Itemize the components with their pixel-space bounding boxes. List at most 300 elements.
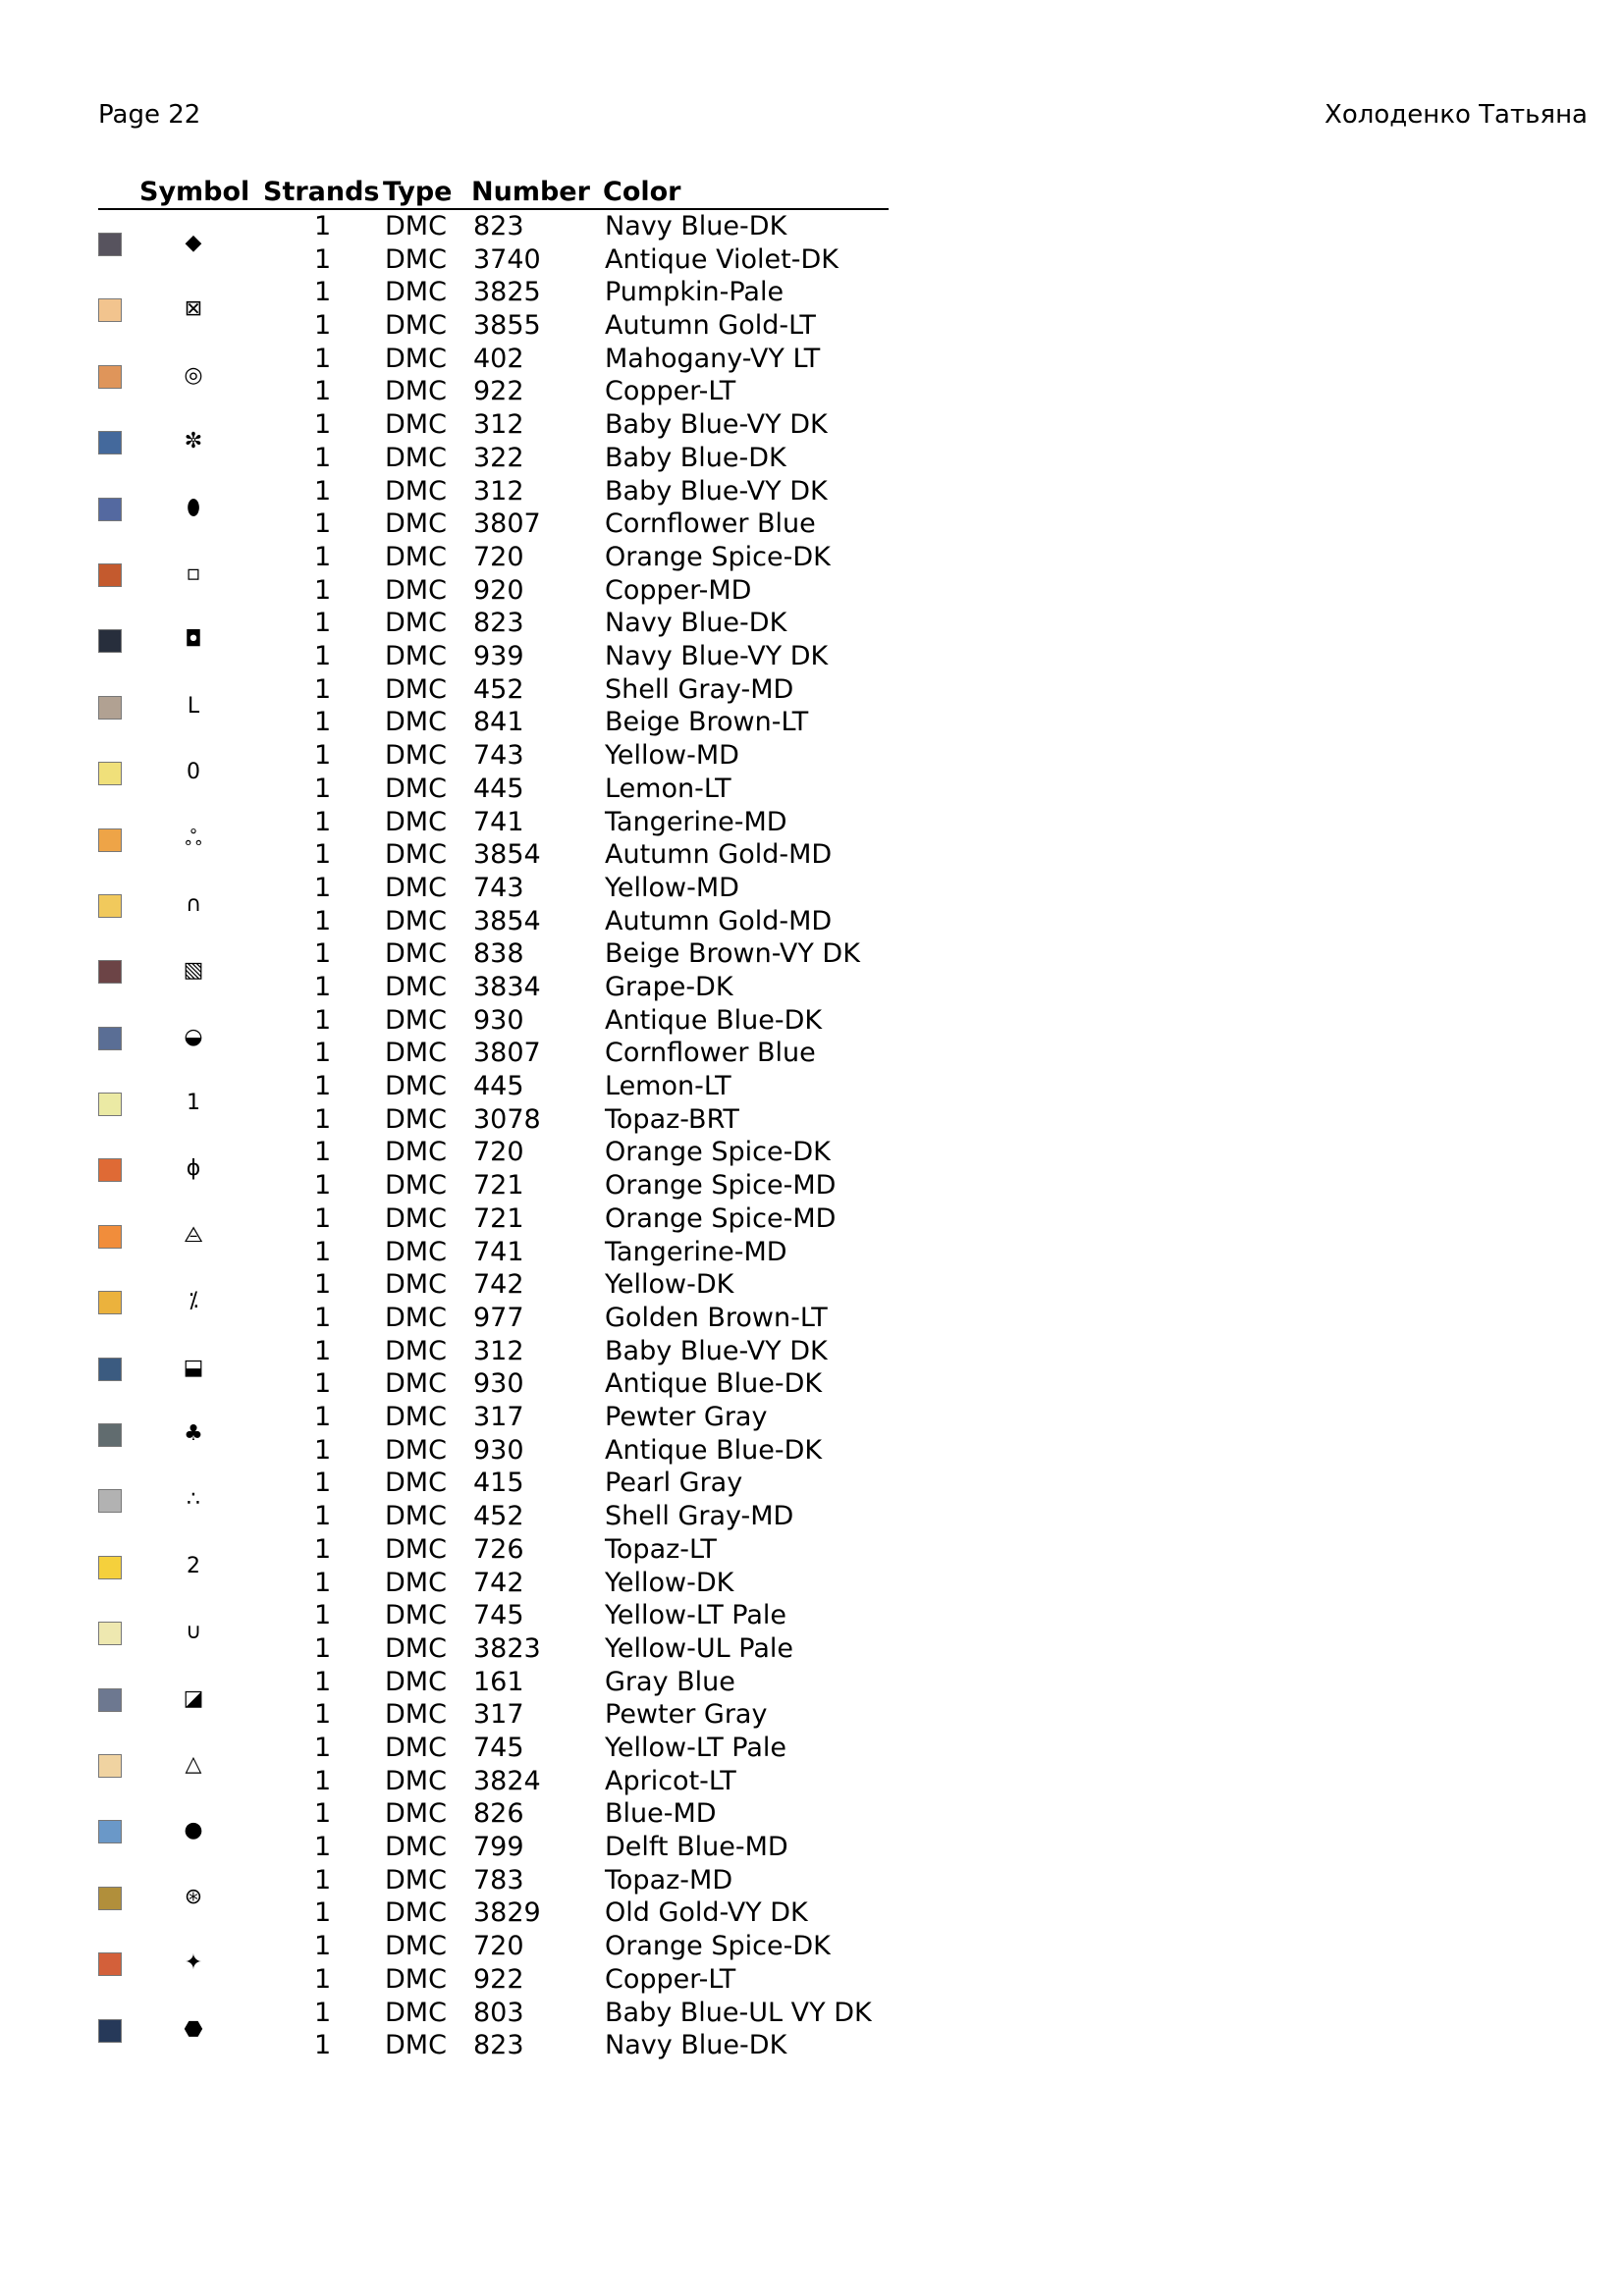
flower-star-icon: ✼ bbox=[184, 429, 203, 454]
color-name-cell: Golden Brown-LT bbox=[605, 1302, 828, 1333]
strands-cell: 1 bbox=[314, 1103, 332, 1135]
strands-cell: 1 bbox=[314, 1501, 332, 1532]
color-name-cell: Autumn Gold-MD bbox=[605, 905, 833, 936]
strands-cell: 1 bbox=[314, 475, 332, 507]
type-cell: DMC bbox=[385, 1501, 447, 1532]
type-cell: DMC bbox=[385, 2030, 447, 2061]
strands-cell: 1 bbox=[314, 1931, 332, 1962]
number-cell: 799 bbox=[473, 1832, 524, 1863]
type-cell: DMC bbox=[385, 1567, 447, 1598]
floss-group bbox=[98, 1136, 889, 1201]
type-cell: DMC bbox=[385, 541, 447, 572]
floss-group bbox=[98, 1930, 889, 1996]
number-cell: 3854 bbox=[473, 839, 541, 871]
type-cell: DMC bbox=[385, 1236, 447, 1267]
floss-groups bbox=[98, 210, 889, 2062]
type-cell: DMC bbox=[385, 1137, 447, 1168]
number-cell: 312 bbox=[473, 1335, 524, 1366]
table-row bbox=[98, 806, 889, 839]
table-row bbox=[98, 309, 889, 343]
type-cell: DMC bbox=[385, 1368, 447, 1400]
table-header bbox=[98, 173, 889, 210]
floss-group bbox=[98, 1732, 889, 1797]
table-row bbox=[98, 1666, 889, 1699]
floss-group bbox=[98, 739, 889, 805]
color-name-cell: Orange Spice-DK bbox=[605, 1137, 831, 1168]
number-cell: 930 bbox=[473, 1004, 524, 1036]
table-row bbox=[98, 640, 889, 673]
color-name-cell: Yellow-MD bbox=[605, 740, 739, 772]
strands-cell: 1 bbox=[314, 1269, 332, 1301]
type-cell: DMC bbox=[385, 1533, 447, 1565]
number-cell: 3824 bbox=[473, 1765, 541, 1796]
color-name-cell: Grape-DK bbox=[605, 971, 733, 1002]
strands-cell: 1 bbox=[314, 1600, 332, 1631]
color-name-cell: Antique Blue-DK bbox=[605, 1368, 823, 1400]
color-name-cell: Mahogany-VY LT bbox=[605, 343, 821, 374]
type-cell: DMC bbox=[385, 1765, 447, 1796]
strands-cell: 1 bbox=[314, 1335, 332, 1366]
half-filled-circle-icon: ◒ bbox=[184, 1024, 203, 1049]
table-row bbox=[98, 1367, 889, 1401]
number-cell: 743 bbox=[473, 872, 524, 903]
table-row bbox=[98, 607, 889, 640]
strands-cell: 1 bbox=[314, 1798, 332, 1830]
table-row bbox=[98, 1434, 889, 1468]
number-cell: 742 bbox=[473, 1269, 524, 1301]
floss-group bbox=[98, 1335, 889, 1401]
table-row bbox=[98, 343, 889, 376]
number-cell: 3740 bbox=[473, 243, 541, 275]
type-cell: DMC bbox=[385, 641, 447, 672]
bullseye-icon: ◎ bbox=[184, 362, 203, 388]
table-row bbox=[98, 1004, 889, 1038]
type-cell: DMC bbox=[385, 1897, 447, 1929]
color-name-cell: Yellow-MD bbox=[605, 872, 739, 903]
table-row bbox=[98, 673, 889, 707]
color-name-cell: Baby Blue-UL VY DK bbox=[605, 1997, 872, 2028]
table-row bbox=[98, 1930, 889, 1963]
table-row bbox=[98, 1864, 889, 1897]
three-dots-icon: ∴ bbox=[187, 1487, 200, 1513]
number-cell: 721 bbox=[473, 1170, 524, 1201]
phi-icon: ɸ bbox=[186, 1156, 201, 1182]
number-cell: 322 bbox=[473, 442, 524, 473]
color-name-cell: Tangerine-MD bbox=[605, 806, 787, 837]
type-cell: DMC bbox=[385, 839, 447, 871]
table-row bbox=[98, 1103, 889, 1137]
strands-cell: 1 bbox=[314, 1004, 332, 1036]
strands-cell: 1 bbox=[314, 1997, 332, 2028]
type-cell: DMC bbox=[385, 707, 447, 738]
strands-cell: 1 bbox=[314, 1038, 332, 1069]
zero-oval-icon: 0 bbox=[187, 760, 200, 785]
strands-cell: 1 bbox=[314, 872, 332, 903]
floss-group bbox=[98, 1268, 889, 1334]
floss-group bbox=[98, 276, 889, 342]
type-cell: DMC bbox=[385, 905, 447, 936]
header-type: Type bbox=[383, 177, 453, 207]
strands-cell: 1 bbox=[314, 1137, 332, 1168]
table-row bbox=[98, 507, 889, 541]
number-cell: 445 bbox=[473, 773, 524, 804]
author-name: Холоденко Татьяна bbox=[1325, 100, 1588, 130]
color-name-cell: Gray Blue bbox=[605, 1666, 735, 1697]
color-name-cell: Baby Blue-VY DK bbox=[605, 409, 828, 441]
strands-cell: 1 bbox=[314, 1302, 332, 1333]
table-row bbox=[98, 1500, 889, 1533]
table-row bbox=[98, 706, 889, 739]
color-name-cell: Yellow-LT Pale bbox=[605, 1600, 786, 1631]
filled-oval-icon: ⬮ bbox=[187, 495, 200, 520]
number-cell: 720 bbox=[473, 1137, 524, 1168]
union-icon: ∪ bbox=[185, 1620, 202, 1645]
small-square-icon: ▫ bbox=[186, 561, 201, 586]
table-row bbox=[98, 1698, 889, 1732]
floss-key-table bbox=[98, 173, 889, 2062]
type-cell: DMC bbox=[385, 1335, 447, 1366]
floss-group bbox=[98, 607, 889, 672]
strands-cell: 1 bbox=[314, 641, 332, 672]
type-cell: DMC bbox=[385, 872, 447, 903]
floss-group bbox=[98, 1467, 889, 1532]
three-circles-icon: ஃ bbox=[185, 826, 202, 851]
color-name-cell: Copper-LT bbox=[605, 1963, 736, 1995]
color-name-cell: Pearl Gray bbox=[605, 1468, 743, 1499]
half-filled-square-icon: ⬓ bbox=[183, 1355, 204, 1380]
strands-cell: 1 bbox=[314, 1864, 332, 1896]
color-name-cell: Navy Blue-DK bbox=[605, 2030, 787, 2061]
type-cell: DMC bbox=[385, 376, 447, 407]
number-cell: 930 bbox=[473, 1434, 524, 1466]
type-cell: DMC bbox=[385, 1004, 447, 1036]
strands-cell: 1 bbox=[314, 1963, 332, 1995]
intersection-icon: ∩ bbox=[185, 891, 202, 917]
number-cell: 741 bbox=[473, 806, 524, 837]
table-row bbox=[98, 1896, 889, 1930]
header-symbol: Symbol bbox=[139, 177, 250, 207]
type-cell: DMC bbox=[385, 508, 447, 540]
strands-cell: 1 bbox=[314, 1699, 332, 1731]
strands-cell: 1 bbox=[314, 1533, 332, 1565]
color-name-cell: Tangerine-MD bbox=[605, 1236, 787, 1267]
table-row bbox=[98, 475, 889, 508]
number-cell: 452 bbox=[473, 1501, 524, 1532]
table-row bbox=[98, 838, 889, 872]
color-name-cell: Copper-LT bbox=[605, 376, 736, 407]
number-cell: 402 bbox=[473, 343, 524, 374]
strands-cell: 1 bbox=[314, 1897, 332, 1929]
filled-circle-icon: ● bbox=[184, 1818, 203, 1843]
strands-cell: 1 bbox=[314, 1732, 332, 1763]
strands-cell: 1 bbox=[314, 409, 332, 441]
number-cell: 445 bbox=[473, 1071, 524, 1102]
table-row bbox=[98, 971, 889, 1004]
number-cell: 920 bbox=[473, 574, 524, 606]
color-name-cell: Antique Blue-DK bbox=[605, 1434, 823, 1466]
number-cell: 823 bbox=[473, 211, 524, 241]
strands-cell: 1 bbox=[314, 541, 332, 572]
table-row bbox=[98, 1997, 889, 2030]
color-name-cell: Orange Spice-DK bbox=[605, 1931, 831, 1962]
type-cell: DMC bbox=[385, 1269, 447, 1301]
type-cell: DMC bbox=[385, 1468, 447, 1499]
four-point-star-icon: ✦ bbox=[184, 1950, 203, 1976]
type-cell: DMC bbox=[385, 343, 447, 374]
type-cell: DMC bbox=[385, 1071, 447, 1102]
table-row bbox=[98, 1268, 889, 1302]
table-row bbox=[98, 905, 889, 938]
table-row bbox=[98, 872, 889, 905]
number-cell: 823 bbox=[473, 2030, 524, 2061]
number-cell: 3078 bbox=[473, 1103, 541, 1135]
number-cell: 939 bbox=[473, 641, 524, 672]
strands-cell: 1 bbox=[314, 707, 332, 738]
table-row bbox=[98, 276, 889, 309]
digit-two-icon: 2 bbox=[187, 1553, 200, 1578]
table-row bbox=[98, 574, 889, 608]
number-cell: 803 bbox=[473, 1997, 524, 2028]
color-name-cell: Shell Gray-MD bbox=[605, 673, 794, 705]
strands-cell: 1 bbox=[314, 376, 332, 407]
type-cell: DMC bbox=[385, 1732, 447, 1763]
table-row bbox=[98, 1335, 889, 1368]
number-cell: 312 bbox=[473, 475, 524, 507]
floss-group bbox=[98, 408, 889, 474]
type-cell: DMC bbox=[385, 1699, 447, 1731]
number-cell: 783 bbox=[473, 1864, 524, 1896]
color-name-cell: Navy Blue-VY DK bbox=[605, 641, 829, 672]
color-name-cell: Yellow-LT Pale bbox=[605, 1732, 786, 1763]
table-row bbox=[98, 1037, 889, 1070]
strands-cell: 1 bbox=[314, 1071, 332, 1102]
floss-group bbox=[98, 541, 889, 607]
type-cell: DMC bbox=[385, 1798, 447, 1830]
strands-cell: 1 bbox=[314, 1468, 332, 1499]
number-cell: 726 bbox=[473, 1533, 524, 1565]
number-cell: 3807 bbox=[473, 508, 541, 540]
number-cell: 826 bbox=[473, 1798, 524, 1830]
color-name-cell: Lemon-LT bbox=[605, 773, 731, 804]
type-cell: DMC bbox=[385, 938, 447, 970]
table-row bbox=[98, 1732, 889, 1765]
strands-cell: 1 bbox=[314, 608, 332, 639]
number-cell: 922 bbox=[473, 1963, 524, 1995]
table-row bbox=[98, 1831, 889, 1864]
header-number: Number bbox=[471, 177, 590, 207]
club-icon: ♣ bbox=[184, 1421, 203, 1447]
number-cell: 317 bbox=[473, 1402, 524, 1433]
strands-cell: 1 bbox=[314, 1567, 332, 1598]
type-cell: DMC bbox=[385, 1302, 447, 1333]
floss-group bbox=[98, 1997, 889, 2062]
color-name-cell: Topaz-LT bbox=[605, 1533, 717, 1565]
type-cell: DMC bbox=[385, 1864, 447, 1896]
table-row bbox=[98, 1567, 889, 1600]
floss-group bbox=[98, 1599, 889, 1665]
number-cell: 312 bbox=[473, 409, 524, 441]
floss-group bbox=[98, 1004, 889, 1070]
floss-group bbox=[98, 1666, 889, 1732]
floss-group bbox=[98, 872, 889, 937]
floss-group bbox=[98, 1533, 889, 1599]
number-cell: 745 bbox=[473, 1732, 524, 1763]
strands-cell: 1 bbox=[314, 442, 332, 473]
number-cell: 3854 bbox=[473, 905, 541, 936]
type-cell: DMC bbox=[385, 608, 447, 639]
inverse-square-icon: ◘ bbox=[185, 627, 202, 653]
header-strands: Strands bbox=[263, 177, 380, 207]
table-row bbox=[98, 243, 889, 277]
table-row bbox=[98, 1236, 889, 1269]
color-name-cell: Orange Spice-DK bbox=[605, 541, 831, 572]
type-cell: DMC bbox=[385, 1038, 447, 1069]
type-cell: DMC bbox=[385, 773, 447, 804]
percent-slash-icon: ⁒ bbox=[189, 1289, 198, 1314]
table-row bbox=[98, 937, 889, 971]
table-row bbox=[98, 1765, 889, 1798]
number-cell: 745 bbox=[473, 1600, 524, 1631]
color-name-cell: Autumn Gold-MD bbox=[605, 839, 833, 871]
table-row bbox=[98, 442, 889, 475]
type-cell: DMC bbox=[385, 409, 447, 441]
floss-group bbox=[98, 1070, 889, 1136]
type-cell: DMC bbox=[385, 1434, 447, 1466]
strands-cell: 1 bbox=[314, 1666, 332, 1697]
header-color: Color bbox=[603, 177, 681, 207]
split-triangle-icon: ⨺ bbox=[184, 1222, 203, 1248]
strands-cell: 1 bbox=[314, 1368, 332, 1400]
type-cell: DMC bbox=[385, 673, 447, 705]
floss-group bbox=[98, 1401, 889, 1467]
color-name-cell: Delft Blue-MD bbox=[605, 1832, 788, 1863]
table-row bbox=[98, 1467, 889, 1500]
number-cell: 721 bbox=[473, 1202, 524, 1234]
number-cell: 161 bbox=[473, 1666, 524, 1697]
number-cell: 3807 bbox=[473, 1038, 541, 1069]
type-cell: DMC bbox=[385, 574, 447, 606]
table-row bbox=[98, 1599, 889, 1632]
color-name-cell: Baby Blue-VY DK bbox=[605, 1335, 828, 1366]
filled-diamond-icon: ◆ bbox=[185, 231, 202, 255]
table-row bbox=[98, 1963, 889, 1997]
hatched-square-icon: ▧ bbox=[183, 958, 204, 984]
number-cell: 415 bbox=[473, 1468, 524, 1499]
color-name-cell: Antique Violet-DK bbox=[605, 243, 839, 275]
number-cell: 930 bbox=[473, 1368, 524, 1400]
boxed-asterisk-icon: ⊛ bbox=[184, 1884, 203, 1909]
strands-cell: 1 bbox=[314, 1402, 332, 1433]
floss-group bbox=[98, 210, 889, 276]
strands-cell: 1 bbox=[314, 574, 332, 606]
table-row bbox=[98, 1533, 889, 1567]
color-name-cell: Lemon-LT bbox=[605, 1071, 731, 1102]
table-row bbox=[98, 1070, 889, 1103]
floss-group bbox=[98, 1202, 889, 1268]
strands-cell: 1 bbox=[314, 310, 332, 342]
table-row bbox=[98, 739, 889, 773]
color-name-cell: Pewter Gray bbox=[605, 1402, 768, 1433]
strands-cell: 1 bbox=[314, 971, 332, 1002]
number-cell: 317 bbox=[473, 1699, 524, 1731]
number-cell: 742 bbox=[473, 1567, 524, 1598]
color-name-cell: Shell Gray-MD bbox=[605, 1501, 794, 1532]
diagonal-half-square-icon: ◪ bbox=[183, 1685, 204, 1711]
strands-cell: 1 bbox=[314, 740, 332, 772]
type-cell: DMC bbox=[385, 1666, 447, 1697]
table-row bbox=[98, 1632, 889, 1666]
color-name-cell: Orange Spice-MD bbox=[605, 1202, 837, 1234]
color-name-cell: Yellow-DK bbox=[605, 1567, 734, 1598]
strands-cell: 1 bbox=[314, 839, 332, 871]
type-cell: DMC bbox=[385, 1832, 447, 1863]
number-cell: 3829 bbox=[473, 1897, 541, 1929]
strands-cell: 1 bbox=[314, 1434, 332, 1466]
table-row bbox=[98, 1169, 889, 1202]
type-cell: DMC bbox=[385, 475, 447, 507]
color-name-cell: Old Gold-VY DK bbox=[605, 1897, 808, 1929]
strands-cell: 1 bbox=[314, 243, 332, 275]
color-name-cell: Pewter Gray bbox=[605, 1699, 768, 1731]
floss-group bbox=[98, 673, 889, 739]
color-name-cell: Cornflower Blue bbox=[605, 508, 816, 540]
strands-cell: 1 bbox=[314, 277, 332, 308]
floss-group bbox=[98, 937, 889, 1003]
type-cell: DMC bbox=[385, 1997, 447, 2028]
color-name-cell: Navy Blue-DK bbox=[605, 608, 787, 639]
color-name-cell: Beige Brown-LT bbox=[605, 707, 809, 738]
color-name-cell: Yellow-DK bbox=[605, 1269, 734, 1301]
floss-group bbox=[98, 1864, 889, 1930]
number-cell: 823 bbox=[473, 608, 524, 639]
floss-group bbox=[98, 343, 889, 408]
floss-group bbox=[98, 475, 889, 541]
color-name-cell: Antique Blue-DK bbox=[605, 1004, 823, 1036]
type-cell: DMC bbox=[385, 1963, 447, 1995]
type-cell: DMC bbox=[385, 1931, 447, 1962]
type-cell: DMC bbox=[385, 211, 447, 241]
table-row bbox=[98, 2029, 889, 2062]
table-row bbox=[98, 210, 889, 243]
number-cell: 3855 bbox=[473, 310, 541, 342]
type-cell: DMC bbox=[385, 1170, 447, 1201]
table-row bbox=[98, 1136, 889, 1169]
color-name-cell: Baby Blue-VY DK bbox=[605, 475, 828, 507]
l-corner-icon: L bbox=[187, 693, 200, 719]
strands-cell: 1 bbox=[314, 343, 332, 374]
boxed-x-icon: ⊠ bbox=[184, 296, 203, 322]
filled-hexagon-icon: ⬣ bbox=[184, 2016, 203, 2042]
table-row bbox=[98, 1401, 889, 1434]
strands-cell: 1 bbox=[314, 938, 332, 970]
strands-cell: 1 bbox=[314, 211, 332, 241]
number-cell: 452 bbox=[473, 673, 524, 705]
strands-cell: 1 bbox=[314, 806, 332, 837]
floss-group bbox=[98, 1797, 889, 1863]
type-cell: DMC bbox=[385, 971, 447, 1002]
type-cell: DMC bbox=[385, 1600, 447, 1631]
type-cell: DMC bbox=[385, 1103, 447, 1135]
strands-cell: 1 bbox=[314, 1236, 332, 1267]
number-cell: 3834 bbox=[473, 971, 541, 1002]
color-name-cell: Yellow-UL Pale bbox=[605, 1632, 793, 1664]
number-cell: 720 bbox=[473, 541, 524, 572]
color-name-cell: Navy Blue-DK bbox=[605, 211, 787, 241]
type-cell: DMC bbox=[385, 1632, 447, 1664]
color-name-cell: Topaz-BRT bbox=[605, 1103, 739, 1135]
strands-cell: 1 bbox=[314, 1202, 332, 1234]
strands-cell: 1 bbox=[314, 508, 332, 540]
